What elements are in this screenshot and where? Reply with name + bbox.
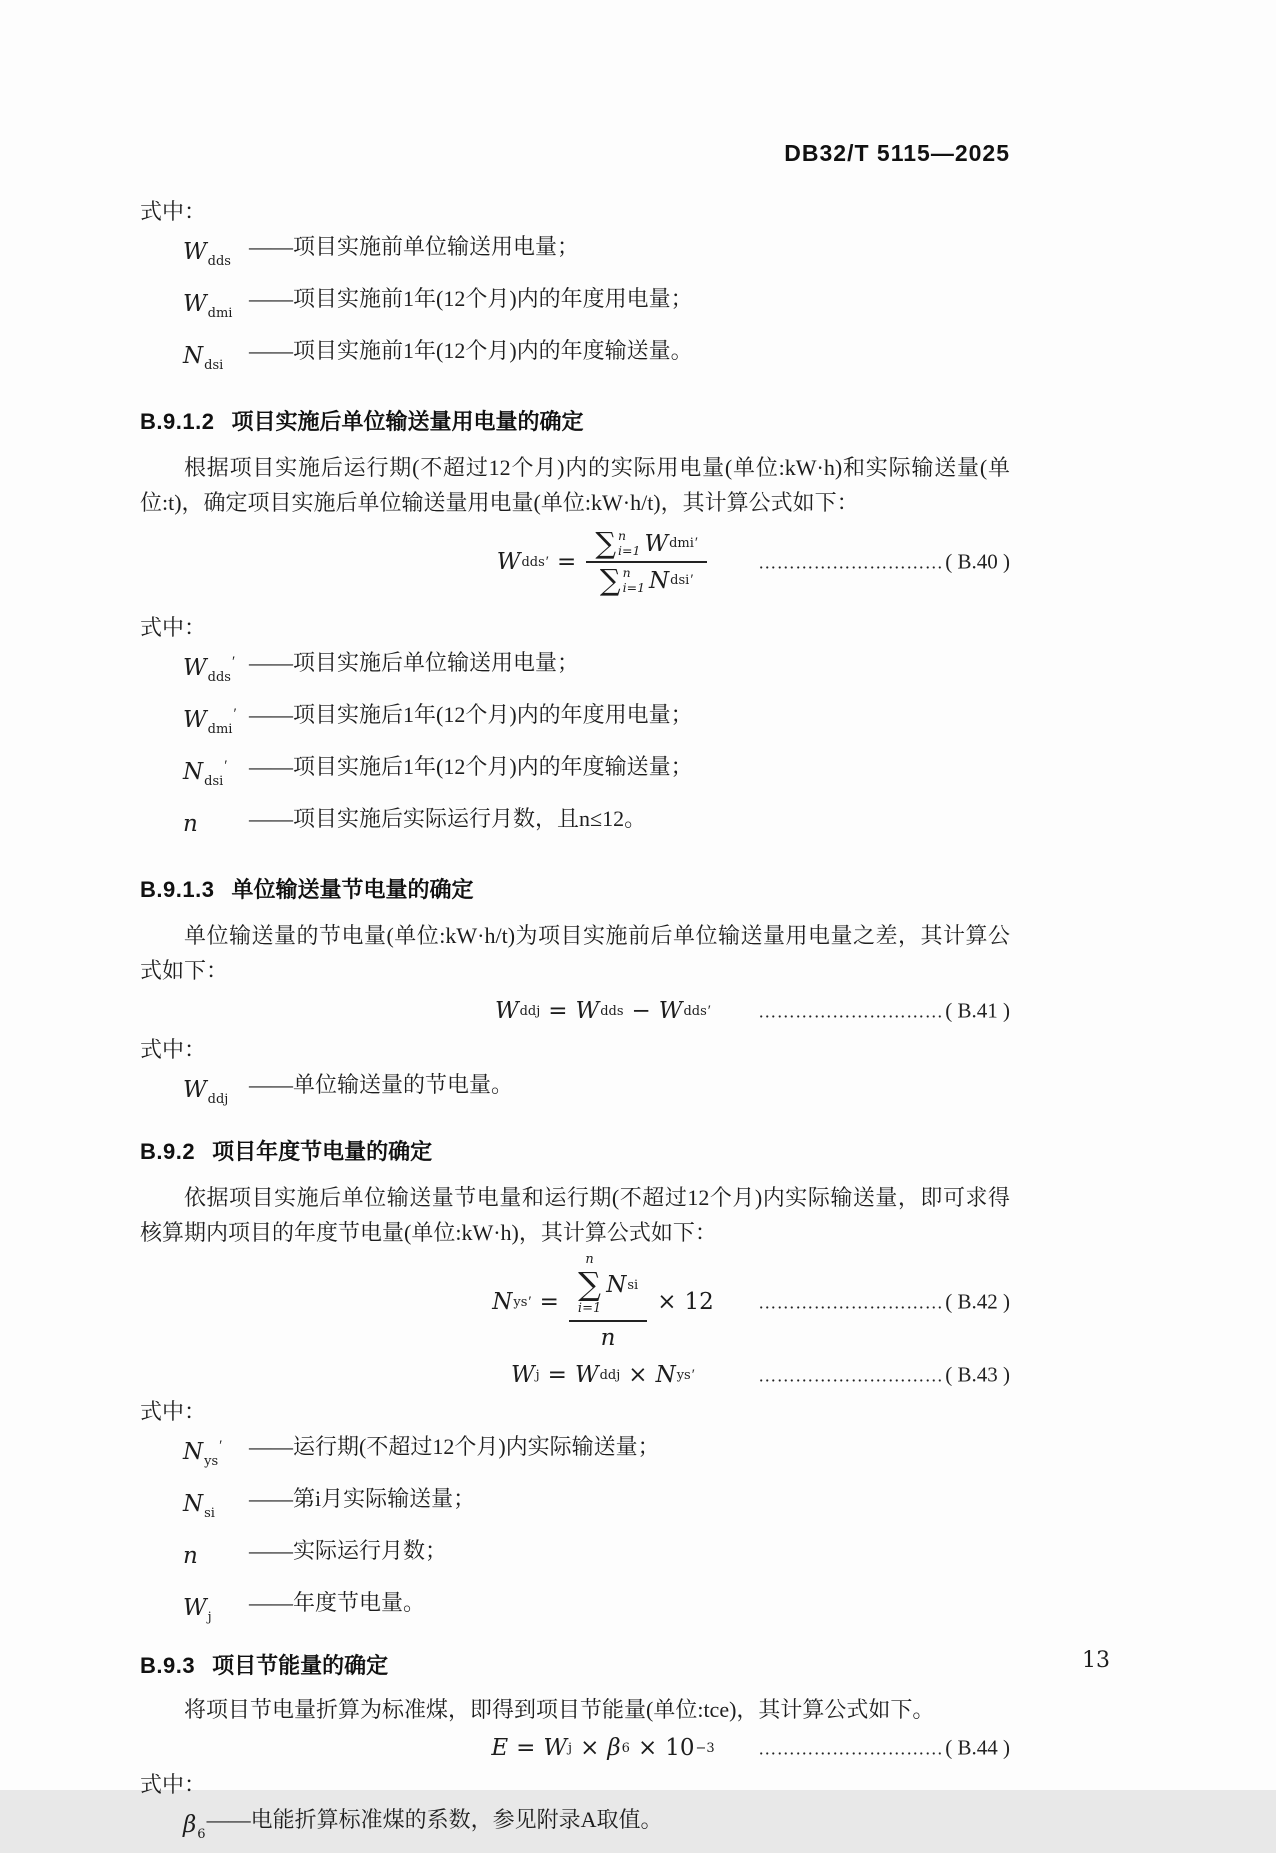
- formula-b44-number: [758, 1736, 1010, 1761]
- math-sub: dds: [683, 1003, 707, 1019]
- sum-upper: n: [618, 528, 627, 544]
- math-number: 10: [665, 1735, 695, 1761]
- math-var: β: [183, 1812, 197, 1838]
- math-sub: 6: [621, 1740, 630, 1756]
- math-sub: ddj: [599, 1367, 621, 1383]
- leader-dots: …………………………: [758, 1292, 944, 1313]
- math-exponent: −3: [695, 1740, 715, 1756]
- leader-dots: …………………………: [758, 1365, 944, 1386]
- paragraph: 将项目节电量折算为标准煤，即得到项目节能量(单位:tce)，其计算公式如下。: [184, 1697, 935, 1722]
- paragraph: 依据项目实施后单位输送量节电量和运行期(不超过12个月)内实际输送量，即可求得核算期内项目的年度节电量(单位:kW·h)，其计算公式如下：: [140, 1185, 1010, 1245]
- math-prime: ′: [231, 654, 236, 670]
- math-sub: dsi: [670, 573, 690, 588]
- math-var: N: [183, 343, 204, 369]
- math-sub: j: [568, 1740, 573, 1756]
- leader-dots: …………………………: [758, 1001, 944, 1022]
- heading-title: 单位输送量节电量的确定: [231, 877, 474, 902]
- equation-label: ( B.42 ): [945, 1289, 1010, 1314]
- heading-number: B.9.1.3: [140, 877, 215, 902]
- term-symbol: [183, 696, 249, 748]
- term-row: [140, 280, 1010, 332]
- section-heading-b92: [140, 1138, 1010, 1166]
- term-symbol: [183, 1066, 249, 1118]
- math-var: W: [183, 655, 207, 681]
- where-label: 式中：: [140, 1037, 207, 1062]
- term-symbol: [183, 1428, 249, 1480]
- math-sub: ddj: [519, 1003, 541, 1019]
- formula-b43-math: [511, 1362, 695, 1388]
- term-row: [140, 644, 1010, 696]
- heading-title: 项目年度节电量的确定: [212, 1139, 433, 1164]
- equals-sign: =: [516, 1735, 536, 1761]
- math-sub: dds: [600, 1003, 624, 1019]
- formula-b41-math: [495, 998, 711, 1024]
- times-sign: ×: [580, 1735, 600, 1761]
- sum-limits: [623, 566, 645, 595]
- where-label: 式中：: [140, 1772, 207, 1797]
- math-var: E: [491, 1735, 509, 1761]
- term-symbol: [183, 332, 249, 384]
- math-var: N: [183, 759, 204, 785]
- summation: [578, 1253, 601, 1316]
- term-desc: ——项目实施后单位输送用电量；: [249, 650, 580, 675]
- math-number: 12: [684, 1289, 714, 1315]
- term-symbol: [183, 748, 249, 800]
- heading-number: B.9.3: [140, 1653, 196, 1678]
- math-sub: dds: [521, 554, 545, 570]
- term-row: [140, 696, 1010, 748]
- math-sub: 6: [197, 1827, 206, 1842]
- term-desc: ——实际运行月数；: [249, 1538, 448, 1563]
- term-symbol: [183, 800, 249, 852]
- term-symbol: [183, 1532, 249, 1584]
- math-prime: ′: [219, 1438, 223, 1454]
- math-prime: ′: [233, 706, 237, 722]
- sigma-glyph: ∑: [595, 526, 617, 560]
- math-var: W: [574, 1362, 599, 1388]
- doc-code-header: DB32/T 5115—2025: [784, 140, 1010, 166]
- math-sub: j: [207, 1610, 212, 1625]
- equation-label: ( B.44 ): [945, 1735, 1010, 1760]
- formula-b40-math: [496, 526, 709, 597]
- section-heading-b912: [140, 408, 1010, 436]
- paragraph: 根据项目实施后运行期(不超过12个月)内的实际用电量(单位:kW·h)和实际输送量(单位:t)，确定项目实施后单位输送量用电量(单位:kW·h/t)，其计算公式如下：: [140, 455, 1010, 515]
- sum-upper: n: [585, 1252, 594, 1268]
- math-var: W: [543, 1735, 568, 1761]
- term-desc: ——项目实施后1年(12个月)内的年度用电量；: [249, 702, 693, 727]
- equation-label: ( B.40 ): [945, 549, 1010, 574]
- term-desc: ——项目实施前1年(12个月)内的年度用电量；: [249, 286, 693, 311]
- fraction-numerator: [586, 526, 707, 563]
- sum-limits: [618, 529, 640, 558]
- term-desc: ——第i月实际输送量；: [249, 1486, 476, 1511]
- where-label: 式中：: [140, 1399, 207, 1424]
- leader-dots: …………………………: [758, 1738, 944, 1759]
- math-prime: ′: [224, 758, 228, 774]
- math-prime: ′: [545, 553, 550, 570]
- math-sub: ys: [204, 1454, 219, 1469]
- term-desc: ——项目实施前1年(12个月)内的年度输送量。: [249, 338, 693, 363]
- math-var: W: [496, 549, 521, 575]
- math-sub: ddj: [207, 1092, 229, 1107]
- math-var: n: [183, 811, 198, 837]
- formula-b41: [140, 990, 1010, 1032]
- term-desc: ——电能折算标准煤的系数，参见附录A取值。: [206, 1807, 663, 1832]
- term-symbol: [183, 1801, 207, 1853]
- math-sub: j: [535, 1367, 540, 1383]
- formula-b44: [140, 1727, 1010, 1769]
- formula-b41-number: [758, 999, 1010, 1024]
- summation: [595, 526, 641, 560]
- term-row: [140, 228, 1010, 280]
- math-var: W: [183, 239, 207, 265]
- fraction-denominator: [600, 563, 694, 595]
- math-var: N: [492, 1289, 513, 1315]
- fraction-numerator: [569, 1253, 647, 1321]
- equals-sign: =: [548, 998, 568, 1024]
- section-heading-b913: [140, 876, 1010, 904]
- math-sub: dmi: [207, 722, 233, 737]
- heading-number: B.9.2: [140, 1139, 196, 1164]
- math-sub: si: [204, 1506, 215, 1521]
- math-var: N: [649, 567, 670, 594]
- heading-title: 项目节能量的确定: [212, 1653, 389, 1678]
- math-sub: ys: [676, 1367, 691, 1383]
- equals-sign: =: [547, 1362, 567, 1388]
- math-var: n: [183, 1543, 198, 1569]
- math-var: N: [183, 1439, 204, 1465]
- leader-dots: …………………………: [758, 552, 944, 573]
- paragraph: 单位输送量的节电量(单位:kW·h/t)为项目实施前后单位输送量用电量之差，其计算公式如下：: [140, 923, 1010, 983]
- sum-lower: i=1: [618, 542, 641, 558]
- term-row: [140, 1801, 1010, 1853]
- math-prime: ′: [690, 572, 694, 588]
- term-row: [140, 1584, 1010, 1636]
- formula-b42-number: [758, 1290, 1010, 1315]
- heading-title: 项目实施后单位输送量用电量的确定: [231, 409, 584, 434]
- fraction-denominator: [601, 1322, 616, 1351]
- term-symbol: [183, 280, 249, 332]
- math-var: W: [183, 291, 207, 317]
- equation-label: ( B.41 ): [945, 998, 1010, 1023]
- math-var: β: [607, 1735, 621, 1761]
- formula-b40: [140, 520, 1010, 604]
- term-row: [140, 1428, 1010, 1480]
- formula-b42: [140, 1250, 1010, 1354]
- math-var: W: [658, 998, 683, 1024]
- term-row: [140, 800, 1010, 852]
- math-var: W: [183, 707, 207, 733]
- term-symbol: [183, 228, 249, 280]
- math-sub: si: [627, 1277, 639, 1293]
- term-row: [140, 1480, 1010, 1532]
- term-desc: ——项目实施后实际运行月数，且n≤12。: [249, 806, 647, 831]
- math-var: N: [606, 1272, 627, 1298]
- math-var: W: [511, 1362, 535, 1388]
- fraction: [569, 1253, 647, 1350]
- math-var: N: [655, 1362, 676, 1388]
- formula-b42-math: [492, 1253, 714, 1350]
- math-sub: dsi: [204, 358, 224, 373]
- heading-number: B.9.1.2: [140, 409, 215, 434]
- term-desc: ——项目实施前单位输送用电量；: [249, 234, 580, 259]
- term-row: [140, 332, 1010, 384]
- formula-b40-number: [758, 550, 1010, 575]
- where-label: 式中：: [140, 615, 207, 640]
- sum-lower: i=1: [622, 579, 646, 595]
- math-var: W: [183, 1077, 207, 1103]
- summation: [599, 563, 646, 597]
- math-prime: ′: [694, 535, 699, 551]
- minus-sign: −: [631, 998, 651, 1024]
- term-desc: ——年度节电量。: [249, 1590, 426, 1615]
- sum-lower: i=1: [577, 1300, 602, 1316]
- term-row: [140, 1532, 1010, 1584]
- times-sign: ×: [628, 1362, 648, 1388]
- math-var: n: [600, 1324, 616, 1351]
- section-heading-b93: [140, 1652, 1010, 1680]
- formula-b43: [140, 1354, 1010, 1396]
- times-sign: ×: [657, 1289, 677, 1315]
- math-var: W: [183, 1595, 207, 1621]
- math-prime: ′: [528, 1293, 532, 1310]
- term-symbol: [183, 644, 249, 696]
- sigma-glyph: ∑: [599, 563, 621, 597]
- sum-upper: n: [622, 565, 631, 581]
- math-sub: dmi: [207, 306, 233, 321]
- math-var: W: [494, 998, 519, 1024]
- formula-b43-number: [758, 1363, 1010, 1388]
- math-var: N: [183, 1491, 204, 1517]
- math-sub: dsi: [204, 774, 224, 789]
- math-var: W: [575, 998, 600, 1024]
- math-sub: ys: [513, 1294, 528, 1310]
- math-prime: ′: [707, 1002, 712, 1019]
- term-row: [140, 1066, 1010, 1118]
- term-desc: ——单位输送量的节电量。: [249, 1072, 514, 1097]
- math-sub: dds: [207, 254, 231, 269]
- term-desc: ——运行期(不超过12个月)内实际输送量；: [249, 1434, 660, 1459]
- math-prime: ′: [691, 1366, 695, 1383]
- term-symbol: [183, 1480, 249, 1532]
- term-desc: ——项目实施后1年(12个月)内的年度输送量；: [249, 754, 693, 779]
- term-row: [140, 748, 1010, 800]
- sigma-glyph: ∑: [578, 1265, 601, 1304]
- math-var: W: [644, 530, 669, 557]
- equals-sign: =: [557, 549, 577, 575]
- term-symbol: [183, 1584, 249, 1636]
- page-number: 13: [1082, 1648, 1110, 1673]
- where-label: 式中：: [140, 199, 207, 224]
- equals-sign: =: [539, 1289, 559, 1315]
- equation-label: ( B.43 ): [945, 1362, 1010, 1387]
- page-content: [140, 140, 1010, 1853]
- fraction: [586, 526, 707, 597]
- formula-b44-math: [491, 1735, 714, 1761]
- math-sub: dds: [207, 670, 231, 685]
- times-sign: ×: [637, 1735, 658, 1761]
- math-sub: dmi: [669, 536, 694, 551]
